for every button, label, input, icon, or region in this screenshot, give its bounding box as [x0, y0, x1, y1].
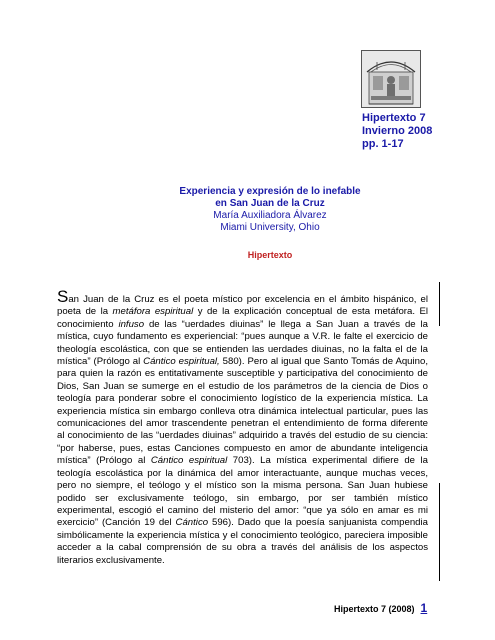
- body-paragraph: [57, 287, 428, 567]
- body-text-segment: y de la explicación conceptual de esta metáfora. El conocimiento: [57, 306, 428, 330]
- body-emphasis: Cántico: [175, 517, 209, 529]
- body-text-segment: de las “uerdades diuinas” le llega a San Juan a través de la mística, cuyo fundamento es experiencial: “pues aunque a V.R. le falte el exercicio de theología escolástica, con que se entienden las uerdades diuinas, no la falta el de la mística” (Prólogo al: [57, 318, 428, 368]
- margin-rule-top: [439, 282, 440, 326]
- body-text-segment: 703). La mística experimental difiere de la teología escolástica por la dinámica del amor interactuante, aunque muchas veces, pero no siempre, el teólogo y el místico son la misma persona. San Juan hubiese podido ser exclusivamente teólogo, sin embargo, por ser también místico experimental, escogió el camino del misterio del amor: “que ya sólo en amar es mi exercicio” (Canción 19 del: [57, 455, 428, 529]
- journal-season: Invierno 2008: [362, 125, 433, 137]
- body-emphasis: infuso: [118, 318, 145, 330]
- body-emphasis: Cántico espiritual: [150, 455, 228, 467]
- body-text-segment: an Juan de la Cruz es el poeta místico por excelencia en el ámbito hispánico, el poeta de la: [57, 294, 428, 318]
- journal-name: Hipertexto 7: [362, 112, 426, 124]
- page-number: 1: [420, 601, 428, 615]
- margin-rule-bottom: [439, 483, 440, 581]
- body-emphasis: Cántico espiritual,: [143, 356, 220, 368]
- article-title-line2: en San Juan de la Cruz: [215, 198, 325, 209]
- article-affiliation: Miami University, Ohio: [220, 222, 320, 233]
- running-head: Hipertexto 7 (2008): [334, 604, 415, 614]
- article-title-block: [110, 186, 430, 234]
- page-footer: [334, 601, 427, 615]
- journal-emblem-image: [361, 50, 421, 108]
- drop-cap: S: [57, 287, 69, 306]
- article-title-line1: Experiencia y expresión de lo inefable: [179, 186, 361, 197]
- journal-info: [362, 112, 472, 151]
- journal-pages: pp. 1-17: [362, 138, 404, 150]
- article-author: María Auxiliadora Álvarez: [213, 210, 327, 221]
- body-emphasis: metáfora espiritual: [112, 306, 194, 318]
- journal-link[interactable]: Hipertexto: [247, 250, 293, 260]
- body-text-segment: 596). Dado que la poesía sanjuanista compendia simbólicamente la experiencia mística y el conocimiento teológico, pareciera imposible acceder a la cabal comprensión de su obra a través del análisis de los aspectos literarios exclusivamente.: [57, 517, 428, 566]
- body-text-segment: 580). Pero al igual que Santo Tomás de Aquino, para quien la razón es entitativamente susceptible y participativa del conocimiento de Dios, San Juan se sumerge en el estudio de los parámetros de la ciencia de Dios o teología para ponderar sobre el conocimiento logístico de la experiencia mística. La experiencia mística sin embargo conlleva otra dinámica intelectual particular, pues las comunicaciones del amor trascendente penetran el entendimiento de forma diferente al conocimiento de las “uerdades diuinas” adquirido a través del estudio de su ciencia: “por haberse, pues, estas Canciones compuesto en amor de abundante inteligencia mística” (Prólogo al: [57, 356, 428, 467]
